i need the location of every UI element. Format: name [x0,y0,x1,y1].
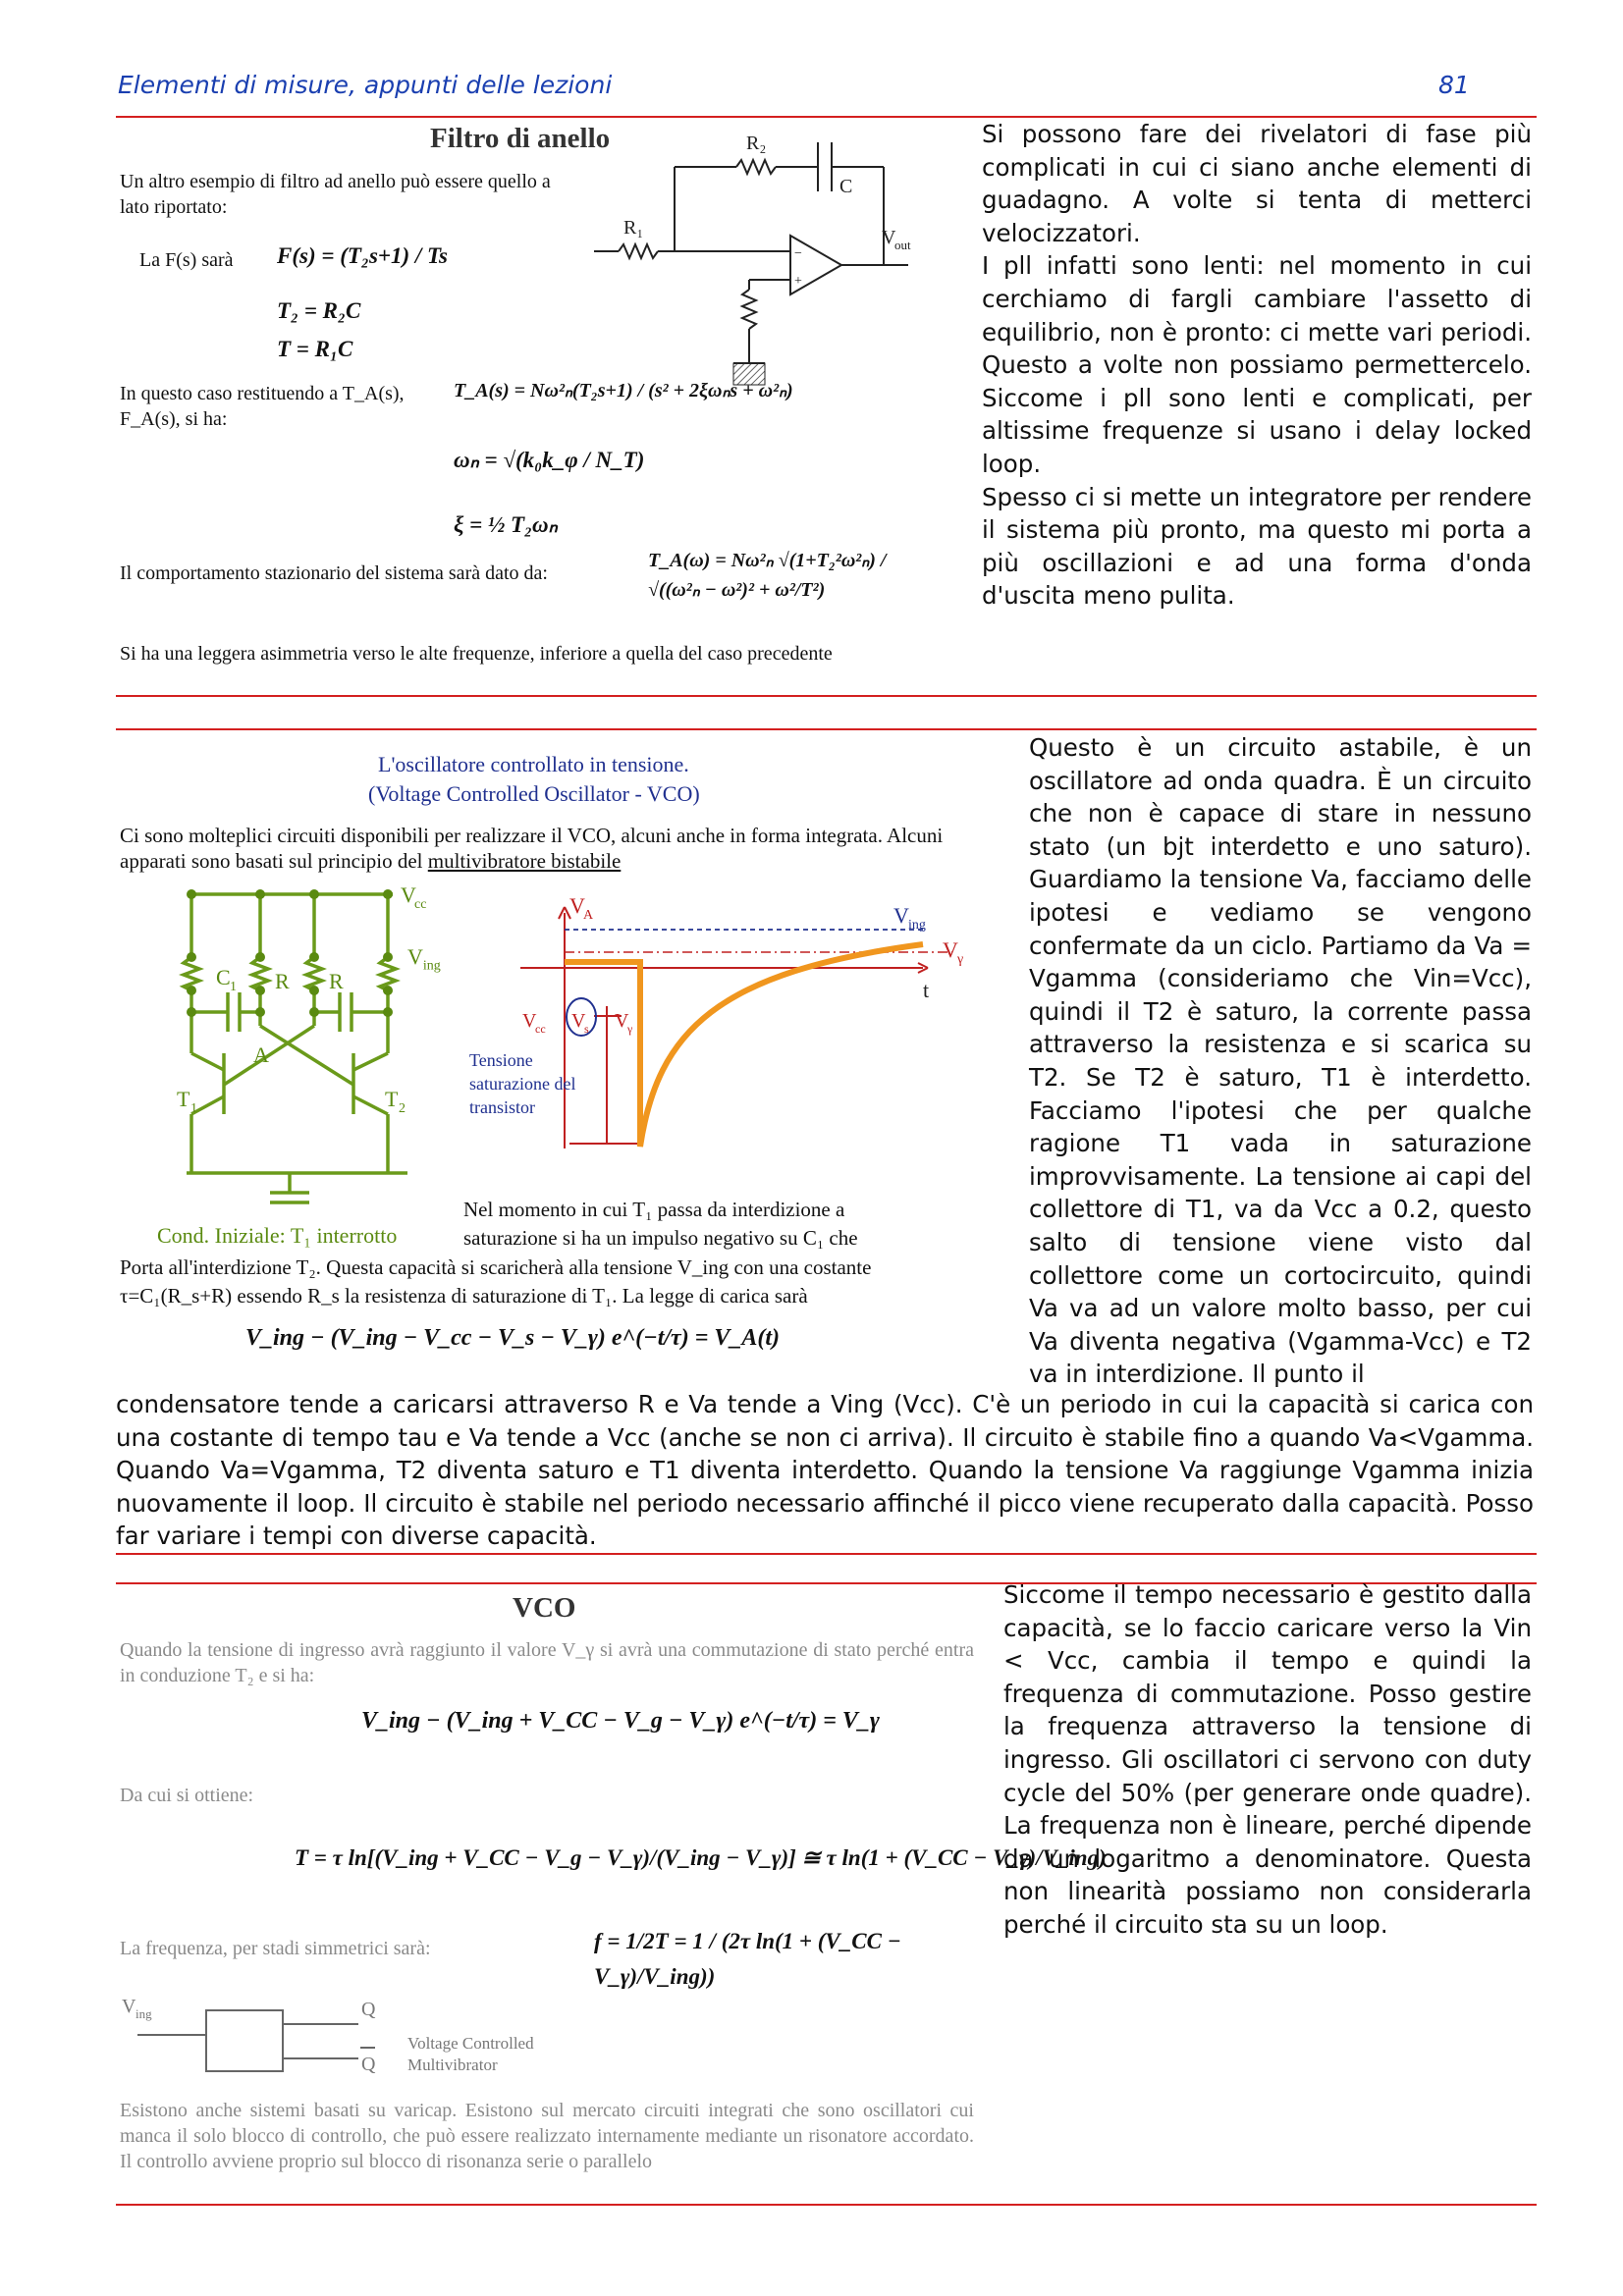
section1-right-paragraph: Spesso ci si mette un integratore per rendere il sistema più pronto, ma questo mi porta a più oscillazioni e ad una forma d'onda d'uscita meno pulita. [982,482,1532,611]
ving-label-letter: V [407,944,423,969]
label-a: A [253,1042,269,1067]
ving-label-sub: ing [422,958,441,974]
label-vout-sub: out [894,238,911,252]
moment-text-1: Nel momento in cui T₁ passa da interdizione a saturazione si ha un impulso negativo su C₁ che [463,1198,858,1250]
label-ving: V [893,903,909,928]
formula-xi: ξ = ½ T₂ωₙ [454,512,558,537]
initial-condition: Cond. Iniziale: T₁ interrotto [157,1223,398,1248]
label-c1: C [216,965,231,989]
label-ving-circuit [407,944,441,979]
formula-t2: T₂ = R₂C [277,298,361,323]
section1-right-text [982,118,1532,613]
vcm-block-diagram [118,1978,589,2086]
label-vgamma-sub: γ [957,952,964,967]
vco-intro [120,823,945,874]
label-t1: T [177,1087,190,1111]
stationary-text: Il comportamento stazionario del sistema sarà dato da: [120,562,548,584]
label-r1: R₁ [623,217,644,239]
section3-right-text: Siccome il tempo necessario è gestito dalla capacità, se lo faccio caricare verso la Vin < Vcc, cambia il tempo e quindi la frequenza di commutazione. Posso gestire la frequenza attraverso la tensione di ingresso. Gli oscillatori ci servono con duty cycle del 50% (per generare onde quadre). La frequenza non è lineare, perché dipende da un logaritmo a denominatore. Questa non linearità possiamo non considerarla perché il circuito sta su un loop. [1003,1580,1532,1939]
multivibrator-circuit [167,879,461,1222]
ta-text: In questo caso restituendo a T_A(s), F_A(s), si ha: [120,383,405,430]
vco-text-3: La frequenza, per stadi simmetrici sarà: [120,1938,431,1959]
formula-ta-omega: T_A(ω) = Nω²ₙ √(1+T₂²ω²ₙ) / √((ω²ₙ − ω²)² + ω²/T²) [648,550,887,601]
label-q: Q [361,1999,376,2020]
label-vout: V [882,227,896,248]
vco-formula-2: T = τ ln[(V_ing + V_CC − V_g − V_γ)/(V_ing − V_γ)] ≅ τ ln(1 + (V_CC − V_γ)/V_ing) [295,1845,1107,1870]
section1-intro: Un altro esempio di filtro ad anello può essere quello a lato riportato: [120,171,551,218]
formula-omega: ωₙ = √(k₀k_φ / N_T) [454,448,645,472]
label-va: V [569,893,585,918]
vco-text-2: Da cui si ottiene: [120,1785,254,1806]
vco-title-2: (Voltage Controlled Oscillator - VCO) [368,781,700,806]
label-va-sub: A [583,908,594,923]
asymmetry-text: Si ha una leggera asimmetria verso le alte frequenze, inferiore a quella del caso precedente [120,643,833,665]
label-vcc-sub: cc [414,897,427,912]
formula-f: F(s) = (T₂s+1) / Ts [277,243,448,268]
formula-t: T = R₁C [277,337,353,361]
label-c: C [839,176,853,197]
running-header-title: Elementi di misure, appunti delle lezioni [118,71,613,99]
vco-intro-link: multivibratore bistabile [427,849,622,873]
label-vcc-graph: V [522,1010,537,1032]
section-rule [116,2204,1537,2206]
label-plus: + [794,274,802,289]
moment-text-2: Porta all'interdizione T₂. Questa capacità si scaricherà alla tensione V_ing con una costante τ=C₁(R_s+R) essendo R_s la resistenza di saturazione di T₁. La legge di carica sarà [120,1255,872,1308]
label-t1-sub: 1 [190,1101,197,1116]
vco-section-title: VCO [513,1592,576,1624]
label-vgamma: V [943,937,958,962]
section-rule [116,695,1537,697]
saturation-note: Tensione saturazione del transistor [469,1050,576,1117]
vco-text-4: Esistono anche sistemi basati su varicap. Esistono sul mercato circuiti integrati che sono oscillatori cui manca il solo blocco di controllo, che può essere realizzato internamente mediante un risonatore accordato. Il controllo avviene proprio sul blocco di risonanza serie o parallelo [120,2100,974,2172]
label-vg2-sub: γ [627,1022,633,1036]
formula-ta: T_A(s) = Nω²ₙ(T₂s+1) / (s² + 2ξωₙs + ω²ₙ) [454,380,793,401]
vco-formula-3: f = 1/2T = 1 / (2τ ln(1 + (V_CC − V_γ)/V_ing)) [594,1929,901,1989]
vco-title-1: L'oscillatore controllato in tensione. [378,752,689,776]
label-vs-sub: s [584,1022,589,1036]
label-vcc: V [401,882,416,907]
formula-charge-law: V_ing − (V_ing − V_cc − V_s − V_γ) e^(−t/τ) = V_A(t) [245,1325,781,1351]
label-t2: T [385,1087,399,1111]
label-c1-sub: 1 [230,980,237,994]
section2-full-text: condensatore tende a caricarsi attraverso R e Va tende a Ving (Vcc). C'è un periodo in cui la capacità si carica con una costante di tempo tau e Va tende a Vcc (anche se non ci arriva). Il circuito è stabile fino a quando Va<Vgamma. Quando Va=Vgamma, T2 diventa saturo e T1 diventa interdetto. Quando la tensione Va raggiunge Vgamma inizia nuovamente il loop. Il circuito è stabile nel periodo necessario affinché il picco viene recuperato dalla capacità. Posso far variare i tempi con diverse capacità. [116,1390,1534,1551]
vco-intro-text: Ci sono molteplici circuiti disponibili per realizzare il VCO, alcuni anche in forma integrata. Alcuni apparati sono basati sul principio del [120,824,944,873]
page-number: 81 [1438,71,1470,99]
label-ving-sub: ing [908,918,926,933]
label-r-a: R [275,969,290,993]
label-vcc-graph-sub: cc [535,1022,546,1036]
section-rule [116,1553,1537,1555]
label-ving-block: V [122,1996,136,2017]
section1-right-paragraph: I pll infatti sono lenti: nel momento in cui cerchiamo di fargli cambiare l'assetto di equilibrio, non è pronto: ci mette vari periodi. Questo a volte non possiamo permettercelo. Siccome i pll sono lenti e complicati, per altissime frequenze si usano i delay locked loop. [982,251,1532,478]
label-vcm-caption-1: Voltage Controlled [407,2034,534,2053]
label-r-b: R [329,969,344,993]
label-minus: − [794,246,802,261]
f-label: La F(s) sarà [139,249,234,271]
label-vcm-caption-2: Multivibrator [407,2056,498,2074]
section1-right-paragraph: Si possono fare dei rivelatori di fase più complicati in cui ci siano anche elementi di guadagno. A volte si tenta di metterci velocizzatori. [982,120,1532,247]
label-vg2: V [615,1010,629,1032]
label-r2: R₂ [746,133,767,154]
vco-formula-1: V_ing − (V_ing + V_CC − V_g − V_γ) e^(−t/τ) = V_γ [361,1708,880,1734]
label-vs: V [571,1010,586,1032]
section-rule [116,728,1537,730]
label-qbar: Q [361,2054,376,2075]
section2-right-text: Questo è un circuito astabile, è un oscillatore ad onda quadra. È un circuito che non è capace di stare in nessuno stato (un bjt interdetto e uno saturo). Guardiamo la tensione Va, facciamo delle ipotesi e vediamo se vengono confermate da un ciclo. Partiamo da Va = Vgamma (consideriamo che Vin=Vcc), quindi il T2 è saturo, la corrente passa attraverso la resistenza e si scarica su T2. Se T2 è saturo, T1 è interdetto. Facciamo l'ipotesi che per qualche ragione T1 vada in saturazione improvvisamente. La tensione ai capi del collettore di T1, va da Vcc a 0.2, questo salto di tensione viene visto dal collettore come un cortocircuito, quindi Va va ad un valore molto basso, per cui Va diventa negativa (Vgamma-Vcc) e T2 va in interdizione. Il punto il [1029,733,1532,1389]
label-t: t [923,978,930,1002]
label-ving-block-sub: ing [135,2006,152,2021]
vco-text-1: Quando la tensione di ingresso avrà raggiunto il valore V_γ si avrà una commutazione di stato perché entra in conduzione T₂ e si ha: [120,1639,974,1686]
section1-title: Filtro di anello [430,123,611,154]
label-t2-sub: 2 [399,1101,406,1116]
